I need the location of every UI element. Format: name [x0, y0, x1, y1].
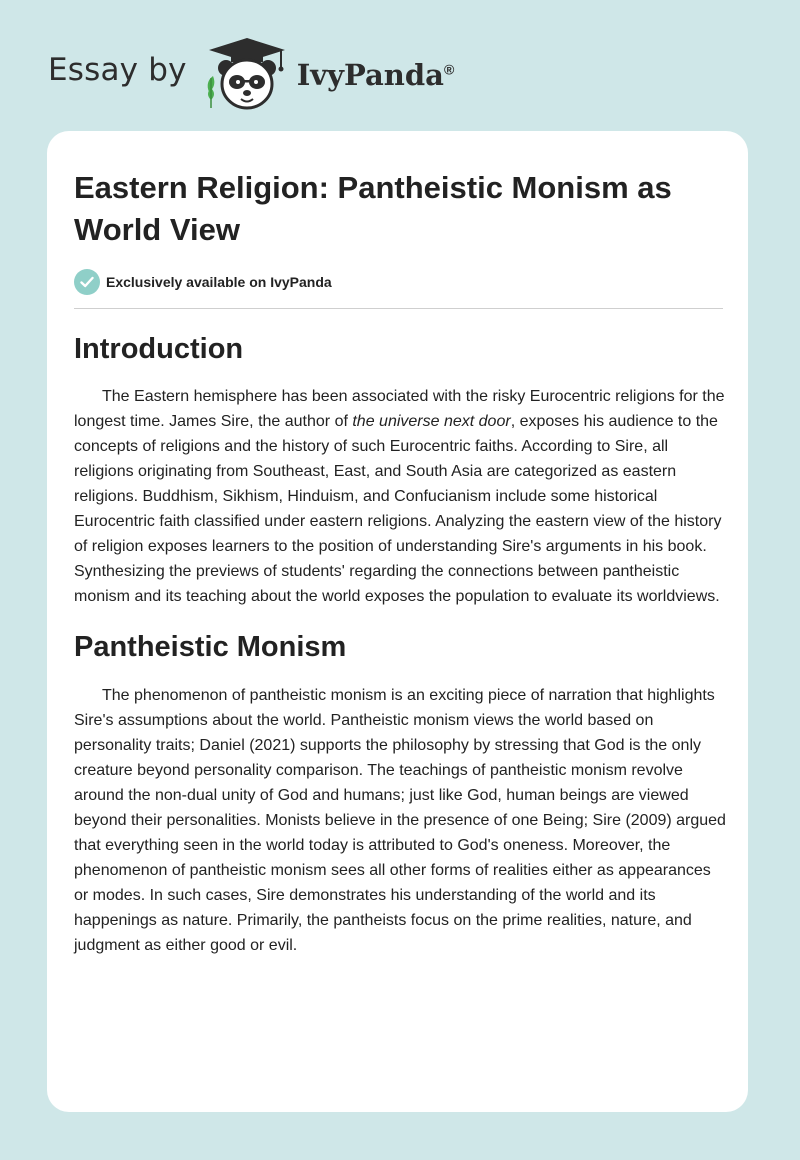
book-title-italic: the universe next door — [352, 413, 511, 430]
divider — [74, 308, 723, 309]
essay-card — [47, 131, 748, 1112]
essay-by-label: Essay by — [48, 52, 187, 88]
introduction-paragraph: The Eastern hemisphere has been associated with the risky Eurocentric religions for the longest time. James Sire, the author of the universe next door, exposes his audience to the concepts of religions and the history of such Eurocentric faiths. According to Sire, all religions originating from Southeast, East, and South Asia are categorized as eastern religions. Buddhism, Sikhism, Hinduism, and Confucianism include some historical Eurocentric faith classified under eastern religions. Analyzing the eastern view of the history of religion exposes learners to the position of understanding Sire's arguments in his book. Synthesizing the previews of students' regarding the connections between pantheistic monism and its teaching about the world exposes the population to evaluate its worldviews. — [74, 388, 725, 605]
pantheistic-monism-paragraph: The phenomenon of pantheistic monism is an exciting piece of narration that highlights Sire's assumptions about the world. Pantheistic monism views the world based on personality traits; Daniel (2021) supports the philosophy by stressing that God is the only creature beyond personality comparison. The teachings of pantheistic monism revolve around the non-dual unity of God and humans; just like God, human beings are viewed beyond their personalities. Monists believe in the presence of one Being; Sire (2009) argued that everything seen in the world today is attributed to God's oneness. Moreover, the phenomenon of pantheistic monism sees all other forms of realities either as appearances or modes. In such cases, Sire demonstrates his understanding of the world and its happenings as nature. Primarily, the pantheists focus on the prime realities, nature, and judgment as either good or evil. — [74, 687, 726, 954]
exclusive-badge — [74, 268, 722, 296]
brand-name[interactable]: IvyPanda® — [296, 58, 455, 92]
exclusive-label: Exclusively available on IvyPanda — [106, 274, 332, 290]
section-heading-pantheistic-monism: Pantheistic Monism — [74, 631, 347, 663]
section-heading-introduction: Introduction — [74, 333, 244, 365]
essay-title: Eastern Religion: Pantheistic Monism as World View — [74, 170, 672, 247]
check-circle-icon — [74, 269, 100, 295]
panda-graduate-logo-icon[interactable] — [201, 36, 293, 112]
registered-mark: ® — [443, 61, 455, 78]
site-header — [48, 34, 454, 114]
